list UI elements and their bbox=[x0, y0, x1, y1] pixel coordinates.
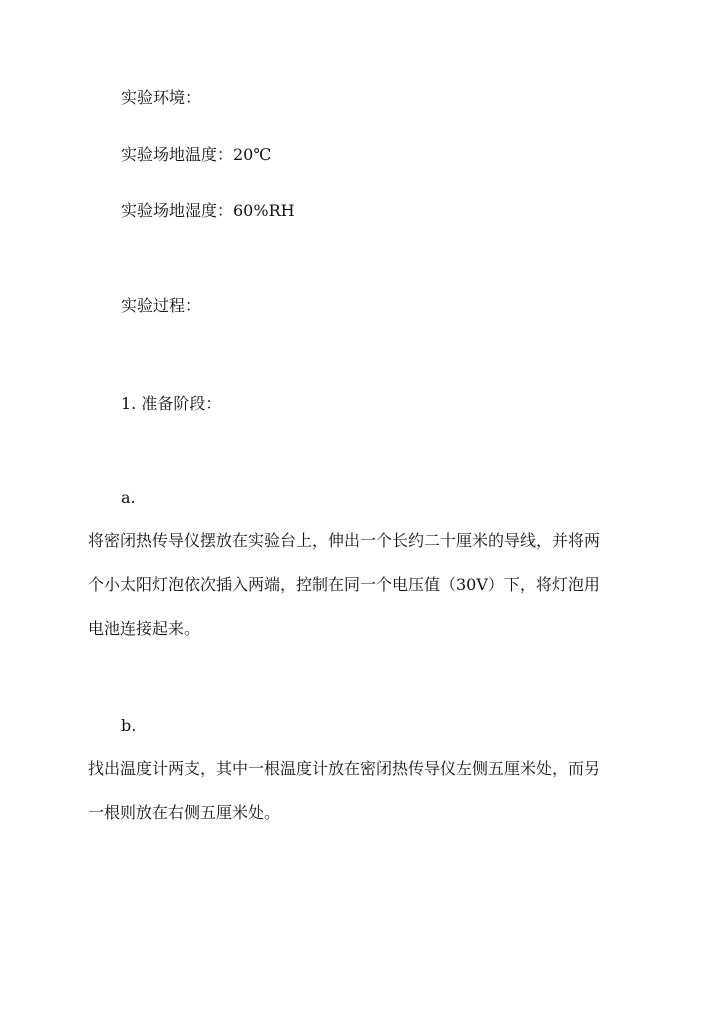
step-a-line-2: 个小太阳灯泡依次插入两端，控制在同一个电压值（30V）下，将灯泡用 bbox=[88, 575, 600, 594]
process-heading: 实验过程： bbox=[121, 296, 202, 315]
temperature-line: 实验场地温度：20℃ bbox=[121, 145, 272, 164]
step-a-line-1: 将密闭热传导仪摆放在实验台上，伸出一个长约二十厘米的导线，并将两 bbox=[88, 531, 601, 550]
step-a-line-3: 电池连接起来。 bbox=[88, 619, 201, 638]
step-b-line-2: 一根则放在右侧五厘米处。 bbox=[88, 803, 281, 822]
step-a-label: a. bbox=[121, 488, 136, 507]
environment-heading: 实验环境： bbox=[121, 88, 202, 107]
step-b-label: b. bbox=[121, 716, 137, 735]
step-b-line-1: 找出温度计两支，其中一根温度计放在密闭热传导仪左侧五厘米处，而另 bbox=[88, 759, 601, 778]
stage-1-heading: 1. 准备阶段： bbox=[121, 394, 222, 413]
humidity-line: 实验场地湿度：60%RH bbox=[121, 201, 295, 220]
